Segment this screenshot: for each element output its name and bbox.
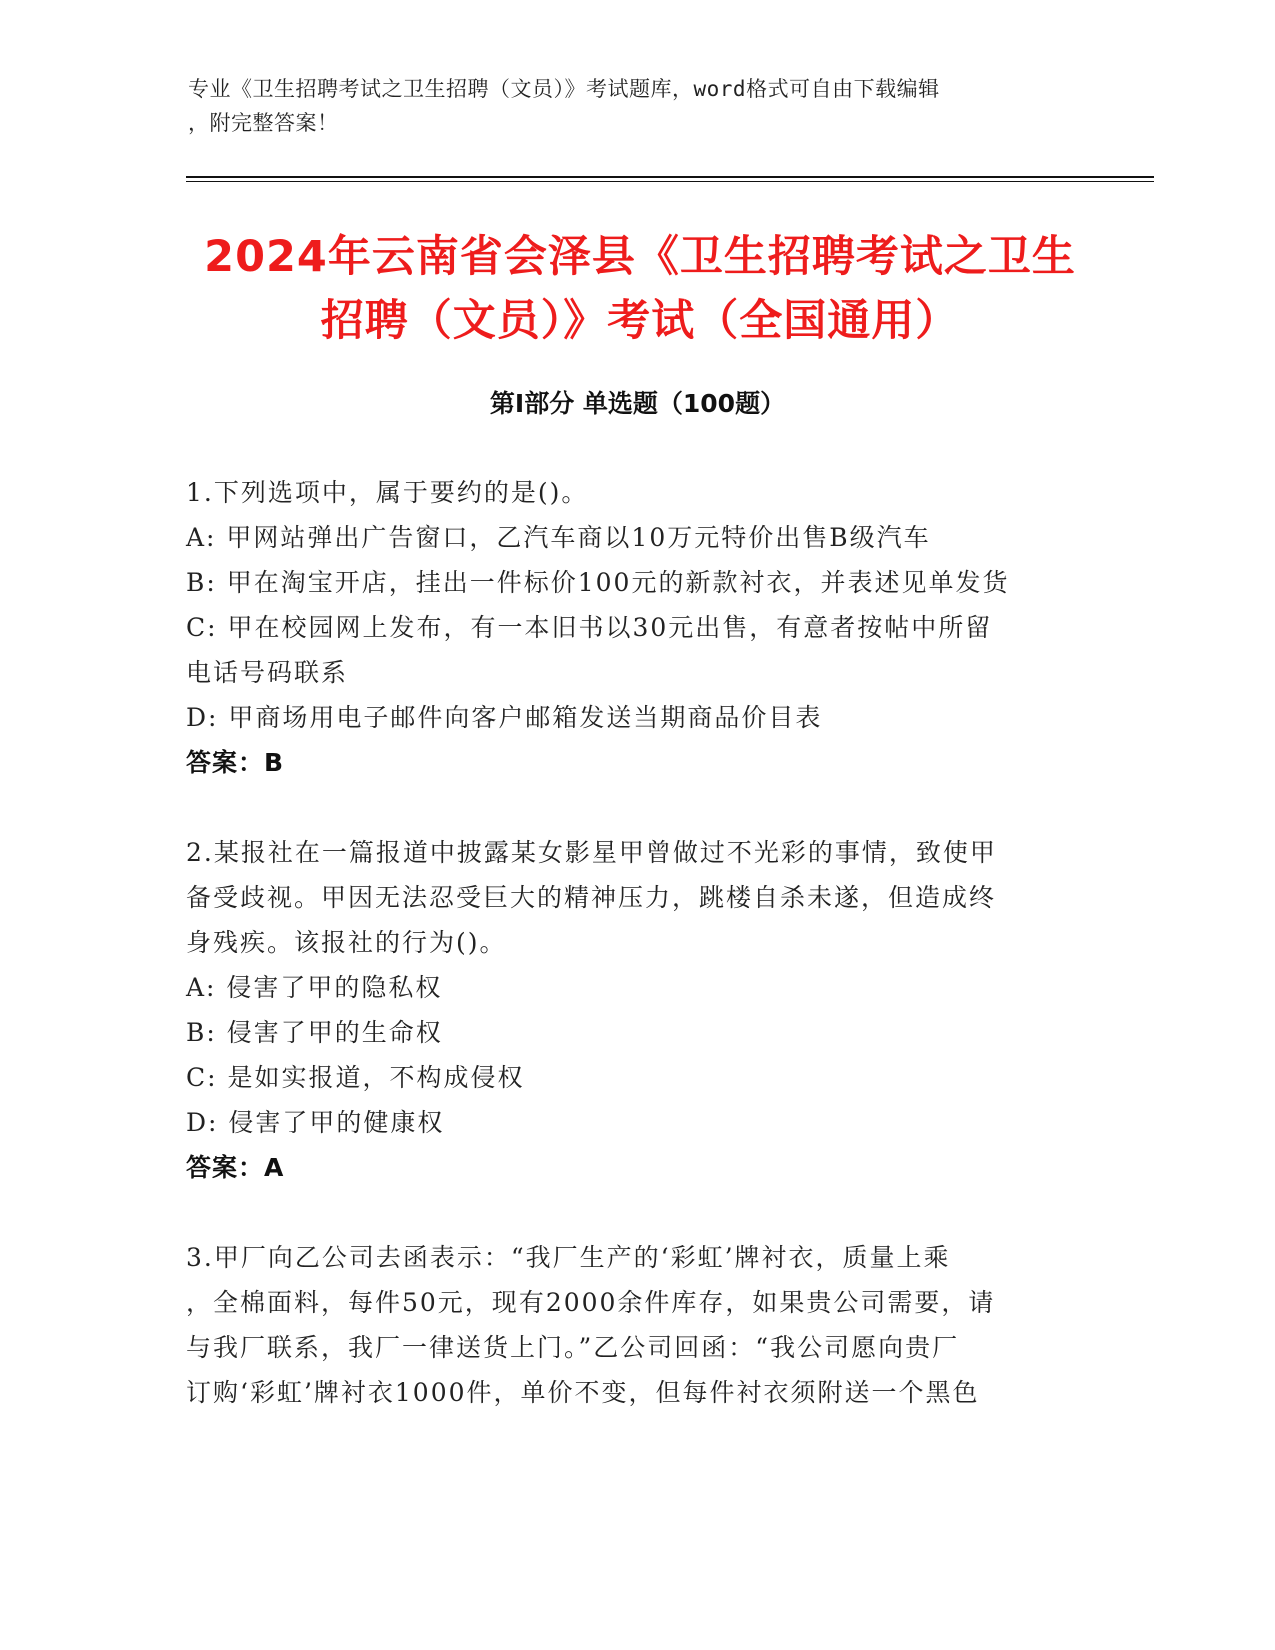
option-d: D: 甲商场用电子邮件向客户邮箱发送当期商品价目表 <box>186 703 823 732</box>
option-a: A: 甲网站弹出广告窗口，乙汽车商以10万元特价出售B级汽车 <box>186 523 931 552</box>
header-note-line-2: ，附完整答案！ <box>188 111 339 135</box>
question-stem: 3.甲厂向乙公司去函表示：“我厂生产的‘彩虹’牌衬衣，质量上乘 <box>186 1243 951 1272</box>
document-title-line-1: 2024年云南省会泽县《卫生招聘考试之卫生 <box>204 232 1076 282</box>
answer-label: 答案：B <box>186 748 285 777</box>
question-stem-continued: 订购‘彩虹’牌衬衣1000件，单价不变，但每件衬衣须附送一个黑色 <box>186 1378 980 1407</box>
header-divider-thin <box>186 181 1154 182</box>
section-title: 第Ⅰ部分 单选题（100题） <box>489 389 786 418</box>
question-list <box>186 470 1086 1415</box>
option-c-continued: 电话号码联系 <box>186 658 349 687</box>
question-stem-continued: ，全棉面料，每件50元，现有2000余件库存，如果贵公司需要，请 <box>186 1288 996 1317</box>
question-stem-continued: 与我厂联系，我厂一律送货上门。”乙公司回函：“我公司愿向贵厂 <box>186 1333 960 1362</box>
question-3 <box>186 1235 1086 1415</box>
answer-label: 答案：A <box>186 1153 285 1182</box>
question-2 <box>186 830 1086 1190</box>
option-c: C: 甲在校园网上发布，有一本旧书以30元出售，有意者按帖中所留 <box>186 613 993 642</box>
question-1 <box>186 470 1086 785</box>
option-d: D: 侵害了甲的健康权 <box>186 1108 445 1137</box>
question-spacer <box>186 1190 1086 1235</box>
question-stem: 2.某报社在一篇报道中披露某女影星甲曾做过不光彩的事情，致使甲 <box>186 838 997 867</box>
question-stem-continued: 身残疾。该报社的行为()。 <box>186 928 507 957</box>
question-spacer <box>186 785 1086 830</box>
header-note <box>188 72 1068 140</box>
header-note-line-1: 专业《卫生招聘考试之卫生招聘（文员）》考试题库，word格式可自由下载编辑 <box>188 77 940 101</box>
question-stem-continued: 备受歧视。甲因无法忍受巨大的精神压力，跳楼自杀未遂，但造成终 <box>186 883 997 912</box>
question-stem: 1.下列选项中，属于要约的是()。 <box>186 478 589 507</box>
document-title-line-2: 招聘（文员）》考试（全国通用） <box>320 296 960 346</box>
option-c: C: 是如实报道，不构成侵权 <box>186 1063 525 1092</box>
header-divider-thick <box>186 176 1154 178</box>
document-title <box>150 225 1130 353</box>
option-b: B: 甲在淘宝开店，挂出一件标价100元的新款衬衣，并表述见单发货 <box>186 568 1010 597</box>
option-a: A: 侵害了甲的隐私权 <box>186 973 443 1002</box>
option-b: B: 侵害了甲的生命权 <box>186 1018 443 1047</box>
